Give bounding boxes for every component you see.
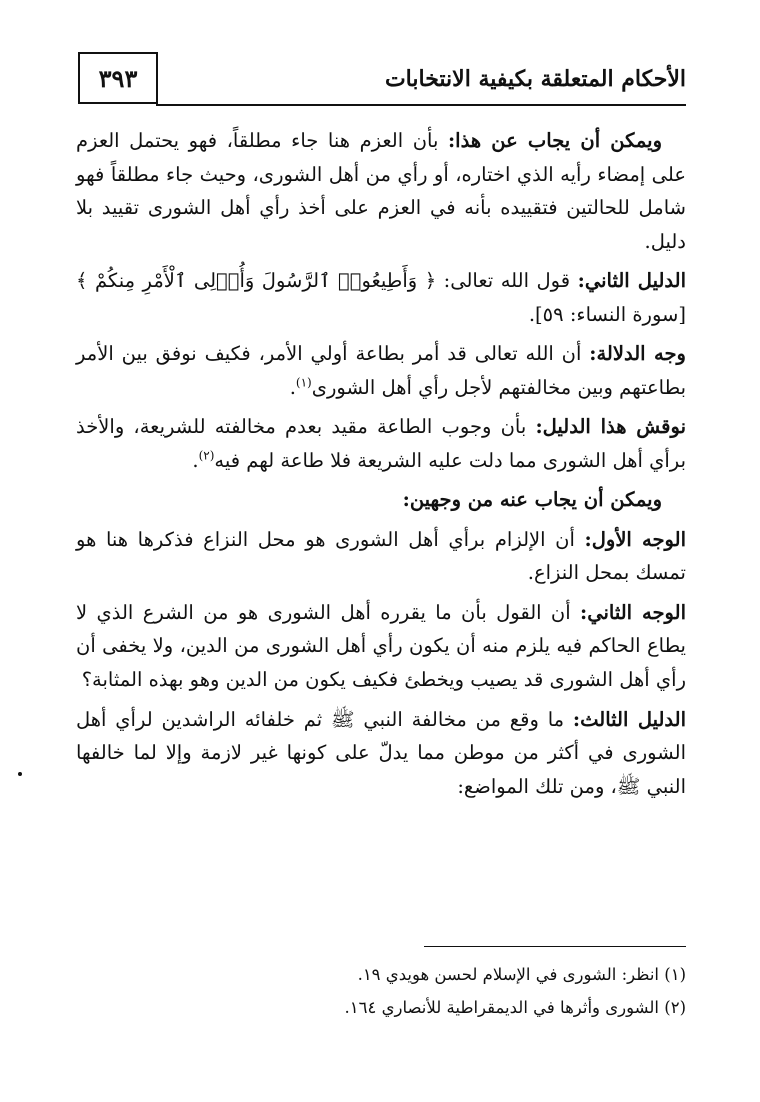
footnote-ref: (١) bbox=[295, 375, 312, 390]
paragraph-lead: نوقش هذا الدليل: bbox=[535, 415, 686, 439]
paragraph-lead: وجه الدلالة: bbox=[589, 342, 686, 366]
body-text bbox=[76, 124, 686, 809]
footnote-1: (١) انظر: الشورى في الإسلام لحسن هويدي ١٩. bbox=[357, 965, 686, 984]
paragraph-text: أن الله تعالى قد أمر بطاعة أولي الأمر، فكيف نوفق بين الأمر بطاعتهم وبين مخالفتهم لأجل رأي أهل الشورى bbox=[76, 342, 686, 399]
paragraph-text: ما وقع من مخالفة النبي ﷺ ثم خلفائه الراشدين لرأي أهل الشورى في أكثر من موطن مما يدلّ على كونها غير لازمة وإلا لما خالفها النبي ﷺ، ومن تلك المواضع: bbox=[76, 707, 686, 798]
paragraph-two-aspects bbox=[76, 483, 686, 517]
paragraph-objection bbox=[76, 410, 686, 477]
paragraph-text: بأن وجوب الطاعة مقيد بعدم مخالفته للشريعة، والأخذ برأي أهل الشورى مما دلت عليه الشريعة فلا طاعة لهم فيه bbox=[76, 415, 686, 472]
paragraph-tail: . bbox=[192, 448, 199, 472]
paragraph-second-aspect bbox=[76, 596, 686, 697]
paragraph-text: بأن العزم هنا جاء مطلقاً، فهو يحتمل العزم على إمضاء رأيه الذي اختاره، أو رأي من أهل الشورى، وحيث جاء مطلقاً فهو شامل للحالتين فتقييده بأنه في العزم على أخذ رأي أهل الشورى تقييد بلا دليل. bbox=[76, 129, 686, 253]
paragraph-answer bbox=[76, 124, 686, 258]
paragraph-lead: ويمكن أن يجاب عن هذا: bbox=[447, 129, 662, 152]
paragraph-text: أن القول بأن ما يقرره أهل الشورى هو من الشرع الذي لا يطاع الحاكم فيه يلزم منه أن يكون رأي أهل الشورى من الدين، ولا يخفى أن رأي أهل الشورى قد يصيب ويخطئ فكيف يكون من الدين وهو بهذه المثابة؟ bbox=[76, 600, 686, 691]
footnotes bbox=[76, 958, 686, 1024]
header-rule bbox=[156, 104, 686, 106]
paragraph-text: أن الإلزام برأي أهل الشورى هو محل النزاع فذكرها هنا هو تمسك بمحل النزاع. bbox=[76, 527, 686, 585]
margin-dot bbox=[18, 772, 22, 776]
paragraph-lead: ويمكن أن يجاب عنه من وجهين: bbox=[402, 488, 662, 512]
paragraph-text: قول الله تعالى: ﴿ وَأَطِيعُوا۟ ٱلرَّسُولَ وَأُو۟لِى ٱلْأَمْرِ مِنكُمْ ﴾ [سورة النساء: ٥٩]. bbox=[76, 269, 686, 326]
paragraph-lead: الوجه الأول: bbox=[584, 527, 686, 551]
paragraph-tail: . bbox=[289, 375, 296, 399]
page-header bbox=[78, 52, 686, 110]
paragraph-second-evidence bbox=[76, 264, 686, 331]
paragraph-third-evidence bbox=[76, 703, 686, 804]
page-number: ٣٩٣ bbox=[78, 52, 158, 104]
paragraph-inference bbox=[76, 337, 686, 404]
paragraph-first-aspect bbox=[76, 523, 686, 590]
running-title: الأحكام المتعلقة بكيفية الانتخابات bbox=[384, 66, 686, 92]
footnote-separator bbox=[424, 946, 686, 947]
paragraph-lead: الدليل الثاني: bbox=[577, 269, 686, 293]
paragraph-lead: الدليل الثالث: bbox=[572, 707, 687, 731]
footnote-ref: (٢) bbox=[198, 448, 215, 463]
paragraph-lead: الوجه الثاني: bbox=[580, 600, 686, 624]
footnote-2: (٢) الشورى وأثرها في الديمقراطية للأنصاري ١٦٤. bbox=[344, 998, 686, 1017]
